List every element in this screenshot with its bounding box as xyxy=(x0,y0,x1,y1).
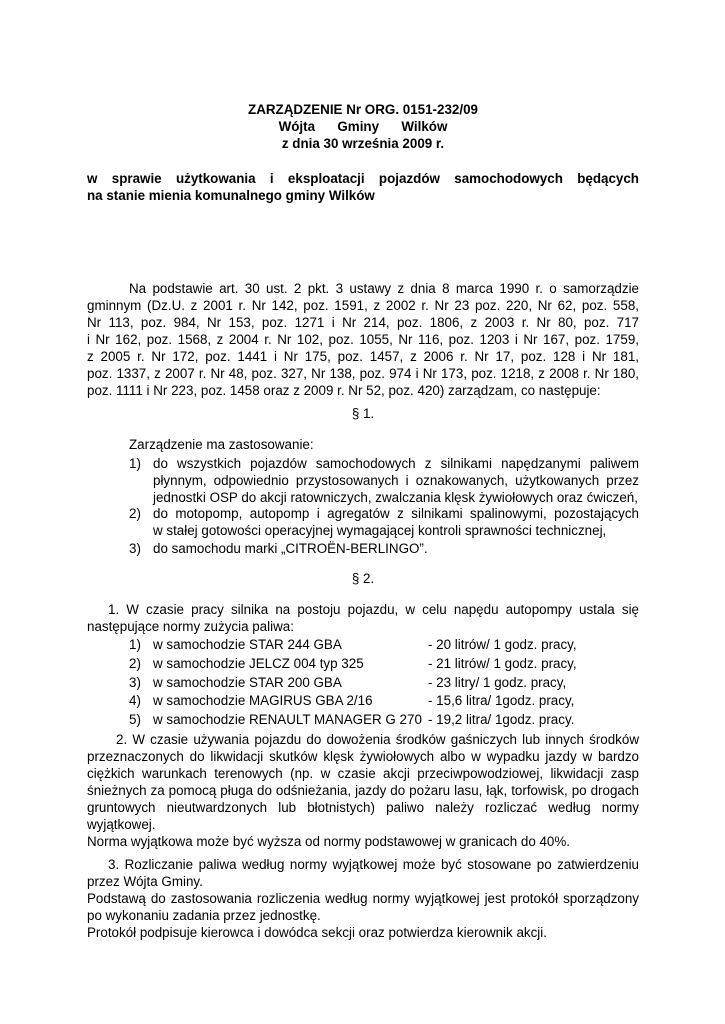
paragraph-2-note: Norma wyjątkowa może być wyższa od normy podstawowej w granicach do 40%. xyxy=(87,834,571,849)
norm-vehicle: w samochodzie MAGIRUS GBA 2/16 xyxy=(153,693,373,708)
paragraph-2-line: śnieżnych za pomocą pługa do odśnieżania, jazdy do pożaru lasu, łąk, torfowisk, po drogach xyxy=(87,783,639,798)
issue-date: z dnia 30 września 2009 r. xyxy=(281,136,445,151)
preamble-line: Na podstawie art. 30 ust. 2 pkt. 3 ustawy z dnia 8 marca 1990 r. o samorządzie xyxy=(129,281,639,296)
list-number: 3) xyxy=(129,541,141,556)
paragraph-2-line: gruntowych nieutwardzonych lub błotnistych) paliwo należy rozliczać według normy xyxy=(87,800,639,815)
preamble-line: i Nr 162, poz. 1568, z 2004 r. Nr 102, poz. 1055, Nr 116, poz. 1203 i Nr 167, poz. 1759, xyxy=(87,332,639,347)
paragraph-2-line: ciężkich warunkach terenowych (np. w czasie akcji przeciwpowodziowej, likwidacji zasp xyxy=(87,766,639,781)
preamble-last-line: poz. 1111 i Nr 223, poz. 1458 oraz z 2009 r. Nr 52, poz. 420) zarządzam, co następuje: xyxy=(87,383,601,398)
paragraph-3-line: Podstawą do zastosowania rozliczenia według normy wyjątkowej jest protokół sporządzony xyxy=(87,891,639,906)
section-1-intro: Zarządzenie ma zastosowanie: xyxy=(129,437,314,452)
paragraph-1-line: następujące normy zużycia paliwa: xyxy=(87,619,294,634)
list-item-line: jednostki OSP do akcji ratowniczych, zwalczania klęsk żywiołowych oraz ćwiczeń, xyxy=(153,490,638,505)
norm-vehicle: w samochodzie RENAULT MANAGER G 270 xyxy=(153,712,422,727)
list-item-line: do motopomp, autopomp i agregatów z silnikami spalinowymi, pozostających xyxy=(153,506,639,521)
list-number: 1) xyxy=(129,456,141,471)
paragraph-3-line: 3. Rozliczanie paliwa według normy wyjątkowej może być stosowane po zatwierdzeniu xyxy=(108,857,639,872)
norm-value: - 15,6 litra/ 1godz. pracy, xyxy=(428,693,575,708)
norm-vehicle: w samochodzie STAR 244 GBA xyxy=(153,637,342,652)
norm-value: - 20 litrów/ 1 godz. pracy, xyxy=(428,637,577,652)
preamble-line: gminnym (Dz.U. z 2001 r. Nr 142, poz. 1591, z 2002 r. Nr 23 poz. 220, Nr 62, poz. 558, xyxy=(87,298,639,313)
list-number: 2) xyxy=(129,506,141,521)
norm-value: - 21 litrów/ 1 godz. pracy, xyxy=(428,656,577,671)
norm-vehicle: w samochodzie STAR 200 GBA xyxy=(153,675,342,690)
section-2-heading: § 2. xyxy=(351,571,375,586)
ordinance-number: ZARZĄDZENIE Nr ORG. 0151-232/09 xyxy=(248,102,478,117)
norm-number: 5) xyxy=(129,712,141,727)
list-item-line: płynnym, odpowiednio przystosowanych i oznakowanych, użytkowanych przez xyxy=(153,473,639,488)
paragraph-2-line: wyjątkowej. xyxy=(87,817,156,832)
norm-vehicle: w samochodzie JELCZ 004 typ 325 xyxy=(153,656,364,671)
norm-number: 3) xyxy=(129,675,141,690)
norm-number: 1) xyxy=(129,637,141,652)
norm-number: 2) xyxy=(129,656,141,671)
list-item-line: w stałej gotowości operacyjnej wymagającej kontroli sprawności technicznej, xyxy=(153,523,607,538)
preamble-line: z 2005 r. Nr 172, poz. 1441 i Nr 175, poz. 1457, z 2006 r. Nr 17, poz. 128 i Nr 181, xyxy=(87,349,639,364)
paragraph-2-line: 2. W czasie używania pojazdu do dowożenia środków gaśniczych lub innych środków xyxy=(116,732,639,747)
preamble-line: poz. 1337, z 2007 r. Nr 48, poz. 327, Nr 138, poz. 974 i Nr 173, poz. 1218, z 2008 r. Nr 180, xyxy=(87,366,639,381)
paragraph-1-line: 1. W czasie pracy silnika na postoju pojazdu, w celu napędu autopompy ustala się xyxy=(108,602,639,617)
norm-value: - 23 litry/ 1 godz. pracy, xyxy=(428,675,567,690)
norm-value: - 19,2 litra/ 1godz. pracy. xyxy=(428,712,575,727)
norm-number: 4) xyxy=(129,693,141,708)
paragraph-2-line: przeznaczonych do likwidacji skutków klęsk żywiołowych albo w wypadku jazdy w bardzo xyxy=(87,749,639,764)
subject-line-1: w sprawie użytkowania i eksploatacji pojazdów samochodowych będących xyxy=(87,171,639,186)
list-item-line: do wszystkich pojazdów samochodowych z silnikami napędzanymi paliwem xyxy=(153,456,639,471)
issuer: Wójta Gminy Wilków xyxy=(278,119,448,134)
paragraph-3-line: po wykonaniu zadania przez jednostkę. xyxy=(87,908,321,923)
list-item-line: do samochodu marki „CITROËN-BERLINGO”. xyxy=(153,541,428,556)
subject-line-2: na stanie mienia komunalnego gminy Wilków xyxy=(87,188,375,203)
preamble-line: Nr 113, poz. 984, Nr 153, poz. 1271 i Nr 214, poz. 1806, z 2003 r. Nr 80, poz. 717 xyxy=(87,315,639,330)
paragraph-3-line: Protokół podpisuje kierowca i dowódca sekcji oraz potwierdza kierownik akcji. xyxy=(87,925,547,940)
section-1-heading: § 1. xyxy=(351,406,375,421)
paragraph-3-line: przez Wójta Gminy. xyxy=(87,874,203,889)
